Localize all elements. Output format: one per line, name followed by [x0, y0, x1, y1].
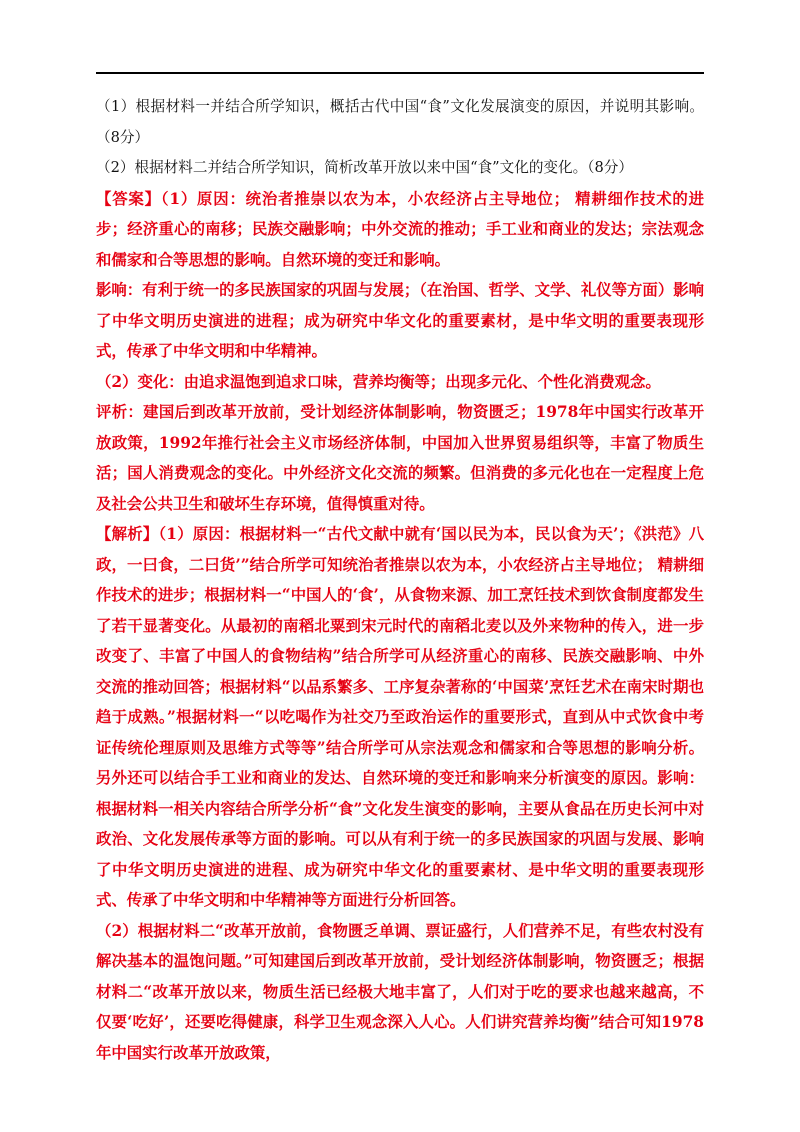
analysis-part2: （2）根据材料二“改革开放前，食物匮乏单调、票证盛行，人们营养不足，有些农村没有解决基本的温饱问题。”可知建国后到改革开放前，受计划经济体制影响，物资匮乏；根据材料二“改革开放以来，物质生活已经极大地丰富了，人们对于吃的要求也越来越高，不仅要‘吃好’，还要吃得健康，科学卫生观念深入人心。人们讲究营养均衡”结合可知1978年中国实行改革开放政策， — [96, 921, 704, 1062]
question-2: （2）根据材料二并结合所学知识，简析改革开放以来中国“食”文化的变化。（8分） — [96, 159, 633, 176]
answer-change: （2）变化：由追求温饱到追求口味，营养均衡等；出现多元化、个性化消费观念。 — [96, 372, 661, 391]
answer-comment: 评析：建国后到改革开放前，受计划经济体制影响，物资匮乏；1978年中国实行改革开放政策，1992年推行社会主义市场经济体制，中国加入世界贸易组织等，丰富了物质生活；国人消费观念的变化。中外经济文化交流的频繁。但消费的多元化也在一定程度上危及社会公共卫生和破坏生存环境，值得慎重对待。 — [96, 403, 704, 513]
header-rule — [96, 72, 704, 74]
answer-impact: 影响：有利于统一的多民族国家的巩固与发展；（在治国、哲学、文学、礼仪等方面）影响了中华文明历史演进的进程；成为研究中华文化的重要素材，是中华文明的重要表现形式，传承了中华文明和中华精神。 — [96, 281, 704, 360]
question-1: （1）根据材料一并结合所学知识，概括古代中国“食”文化发展演变的原因，并说明其影响。（8分） — [96, 98, 704, 146]
page-content — [96, 92, 704, 1068]
analysis-part1: 【解析】（1）原因：根据材料一“古代文献中就有‘国以民为本，民以食为天’；《洪范》八政，一曰食，二曰货’”结合所学可知统治者推崇以农为本，小农经济占主导地位； 精耕细作技术的进步；根据材料一“中国人的‘食’，从食物来源、加工烹饪技术到饮食制度都发生了若干显著变化。从最初的南稻北粟到宋元时代的南稻北麦以及外来物种的传入，进一步改变了、丰富了中国人的食物结构”结合所学可从经济重心的南移、民族交融影响、中外交流的推动回答；根据材料“以品系繁多、工序复杂著称的‘中国菜’烹饪艺术在南宋时期也趋于成熟。”根据材料一“以吃喝作为社交乃至政治运作的重要形式，直到从中式饮食中考证传统伦理原则及思维方式等等”结合所学可从宗法观念和儒家和合等思想的影响分析。另外还可以结合手工业和商业的发达、自然环境的变迁和影响来分析演变的原因。影响：根据材料一相关内容结合所学分析“食”文化发生演变的影响，主要从食品在历史长河中对政治、文化发展传承等方面的影响。可以从有利于统一的多民族国家的巩固与发展、影响了中华文明历史演进的进程、成为研究中华文化的重要素材、是中华文明的重要表现形式、传承了中华文明和中华精神等方面进行分析回答。 — [96, 525, 704, 909]
answer-reason: 【答案】（1）原因：统治者推崇以农为本，小农经济占主导地位； 精耕细作技术的进步；经济重心的南移；民族交融影响；中外交流的推动；手工业和商业的发达；宗法观念和儒家和合等思想的影响。自然环境的变迁和影响。 — [96, 189, 704, 269]
